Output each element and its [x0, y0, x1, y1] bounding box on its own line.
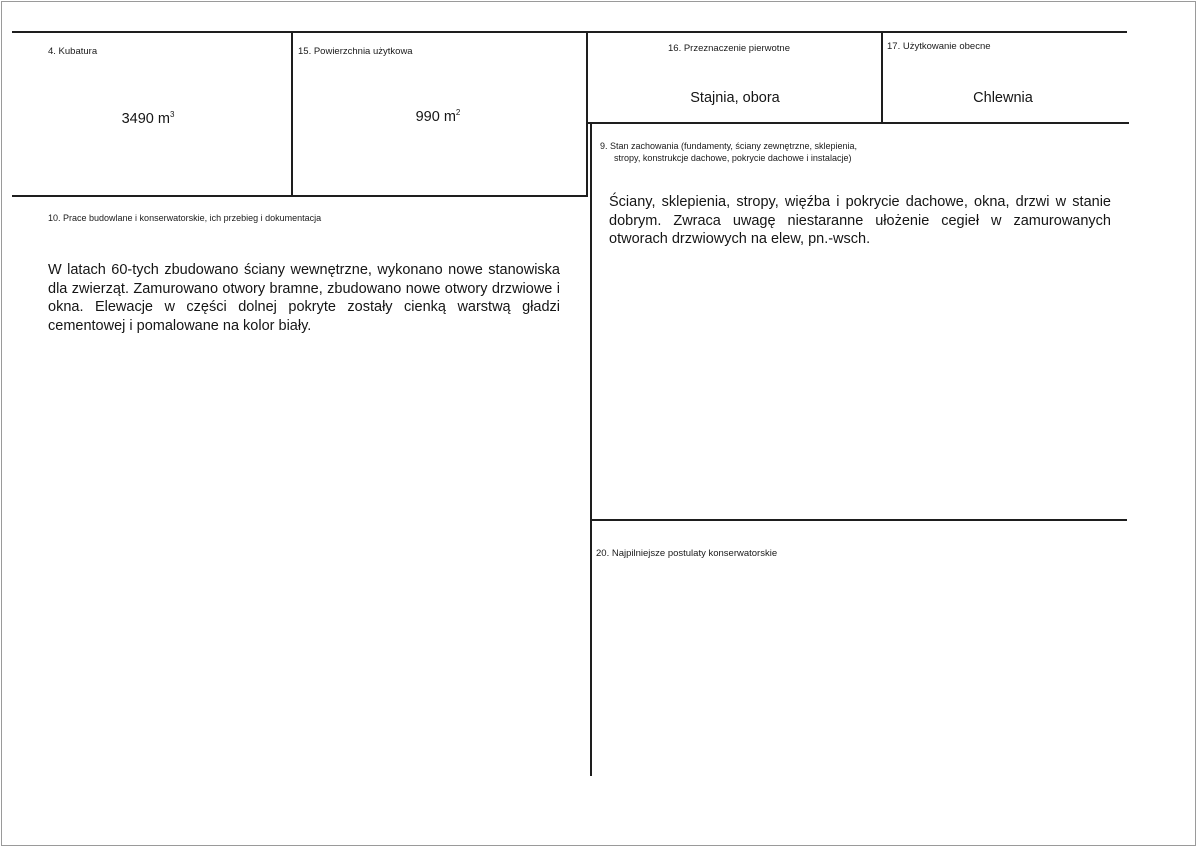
divider-left-lower: [590, 122, 592, 776]
powierzchnia-number: 990 m: [415, 109, 456, 125]
kubatura-value: [96, 110, 200, 127]
divider-left-upper: [586, 31, 588, 196]
przeznaczenie-value: Stajnia, obora: [690, 90, 780, 106]
uzytkowanie-value: Chlewnia: [973, 90, 1033, 106]
kubatura-number: 3490 m: [121, 111, 170, 127]
prace-label: 10. Prace budowlane i konserwatorskie, ich przebieg i dokumentacja: [48, 213, 322, 223]
prace-text: W latach 60-tych zbudowano ściany wewnętrzne, wykonano nowe stanowiska dla zwierząt. Zamurowano otwory bramne, zbudowano nowe otwory drzwiowe i okna. Elewacje w części dolnej pokryte zostały cienką warstwą gładzi cementowej i pomalowane na kolor biały.: [48, 262, 560, 334]
powierzchnia-unit-sup: 2: [455, 108, 461, 117]
top-rule: [12, 31, 1127, 33]
stan-zachowania-label-line2: stropy, konstrukcje dachowe, pokrycie dachowe i instalacje): [614, 153, 852, 163]
divider-4-15: [291, 31, 293, 196]
rule-above-20: [592, 519, 1127, 521]
page-border: [1, 1, 1196, 846]
kubatura-label: 4. Kubatura: [48, 46, 98, 57]
przeznaczenie-label: 16. Przeznaczenie pierwotne: [668, 43, 790, 54]
postulaty-label: 20. Najpilniejsze postulaty konserwatorskie: [596, 548, 778, 559]
stan-zachowania-label-line1: 9. Stan zachowania (fundamenty, ściany zewnętrzne, sklepienia,: [600, 141, 857, 151]
rule-below-16-17: [587, 122, 1129, 124]
powierzchnia-label: 15. Powierzchnia użytkowa: [298, 46, 413, 57]
kubatura-unit-sup: 3: [169, 110, 175, 119]
stan-zachowania-text: Ściany, sklepienia, stropy, więźba i pokrycie dachowe, okna, drzwi w stanie dobrym. Zwraca uwagę niestaranne ułożenie cegieł w zamurowanych otworach drzwiowych na elew, pn.-wsch.: [609, 194, 1111, 247]
divider-16-17: [881, 31, 883, 124]
rule-below-4-15: [12, 195, 588, 197]
powierzchnia-value: [388, 108, 488, 125]
uzytkowanie-label: 17. Użytkowanie obecne: [887, 41, 991, 52]
